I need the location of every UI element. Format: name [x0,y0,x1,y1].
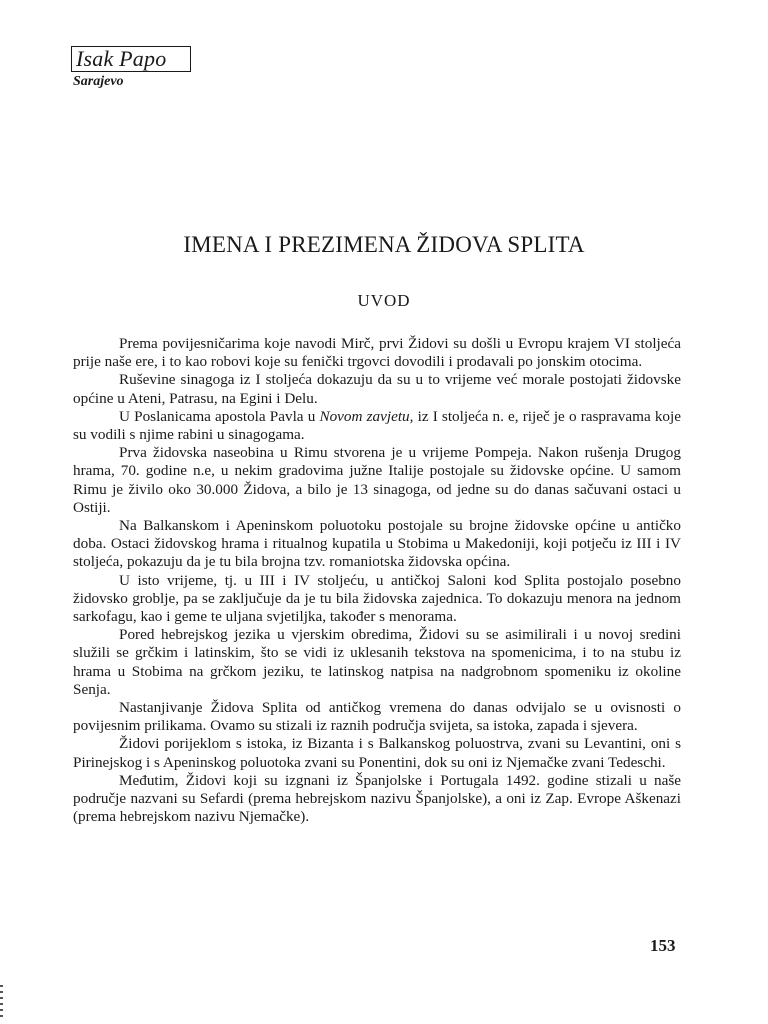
paragraph: Na Balkanskom i Apeninskom poluotoku postojale su brojne židovske općine u antičko doba. Ostaci židovskog hrama i ritualnog kupatila u Stobima u Makedoniji, koji potječu iz III i IV stoljeća, pokazuju da je tu bila brojna tzv. romaniotska židovska općina. [73,517,681,571]
author-city: Sarajevo [73,74,124,89]
paragraph: Pored hebrejskog jezika u vjerskim obredima, Židovi su se asimilirali i u novoj sredini služili se grčkim i latinskim, što se vidi iz uklesanih tekstova na spomenicima, i to na stubu iz hrama u Stobima na grčkom jeziku, te latinskog natpisa na nadgrobnom spomeniku iz okoline Senja. [73,626,681,698]
author-name: Isak Papo [76,46,167,71]
paragraph: Prema povijesničarima koje navodi Mirč, prvi Židovi su došli u Evropu krajem VI stoljeća prije naše ere, i to kao robovi koje su fenički trgovci dovodili i prodavali po jonskim otocima. [73,335,681,371]
paragraph: Ruševine sinagoga iz I stoljeća dokazuju da su u to vrijeme već morale postojati židovske općine u Ateni, Patrasu, na Egini i Delu. [73,371,681,407]
section-heading: UVOD [357,291,411,310]
paragraph: Prva židovska naseobina u Rimu stvorena je u vrijeme Pompeja. Nakon rušenja Drugog hrama, 70. godine n.e, u nekim gradovima južne Italije postojale su židovske općine. U samom Rimu je živilo oko 30.000 Židova, a bilo je 13 sinagoga, od jedne su do danas sačuvani ostaci u Ostiji. [73,444,681,516]
paragraph: U isto vrijeme, tj. u III i IV stoljeću, u antičkoj Saloni kod Splita postojalo posebno židovsko groblje, pa se zaključuje da je tu bila židovska zajednica. To dokazuju menora na jednom sarkofagu, kao i geme te uljana svjetiljka, također s menorama. [73,571,681,626]
paragraph: Nastanjivanje Židova Splita od antičkog vremena do danas odvijalo se u ovisnosti o povijesnim prilikama. Ovamo su stizali iz raznih područja svijeta, sa istoka, zapada i sjevera. [73,699,681,735]
paragraph: U Poslanicama apostola Pavla u Novom zavjetu, iz I stoljeća n. e, riječ je o raspravama koje su vodili s njime rabini u sinagogama. [73,407,681,444]
page-number: 153 [650,936,676,955]
article-body [73,335,681,826]
book-title: Novom zavjetu, [319,407,414,425]
paragraph: Židovi porijeklom s istoka, iz Bizanta i s Balkanskog poluostrva, zvani su Levantini, oni s Pirinejskog i s Apeninskog poluotoka zvani su Ponentini, dok su oni iz Njemačke zvani Tedeschi. [73,735,681,771]
paragraph: Međutim, Židovi koji su izgnani iz Španjolske i Portugala 1492. godine stizali u naše područje nazvani su Sefardi (prema hebrejskom nazivu Španjolske), a oni iz Zap. Evrope Aškenazi (prema hebrejskom nazivu Njemačke). [73,771,681,826]
scan-margin-mark [0,985,3,1021]
article-title: IMENA I PREZIMENA ŽIDOVA SPLITA [183,232,585,257]
